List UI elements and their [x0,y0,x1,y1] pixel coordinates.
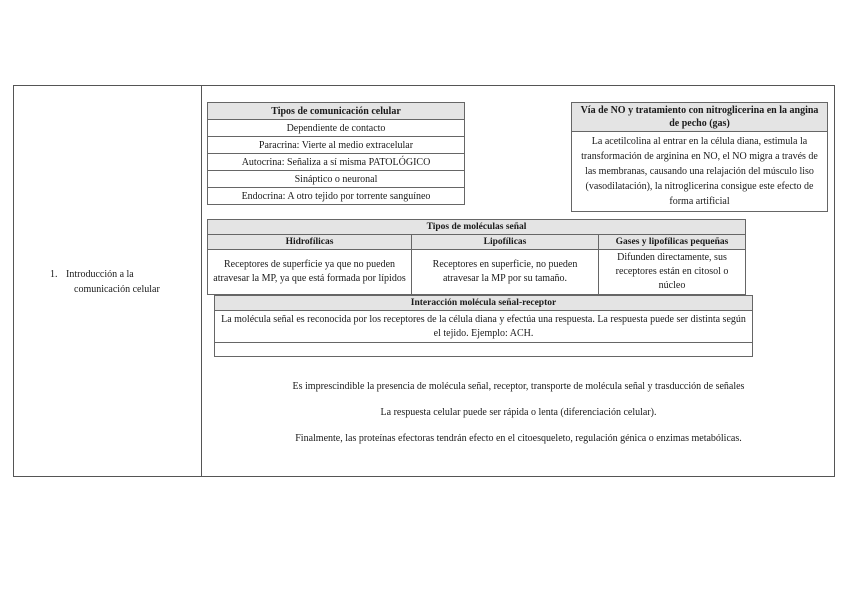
paragraph: La respuesta celular puede ser rápida o lenta (diferenciación celular). [380,407,657,418]
paragraph: Es imprescindible la presencia de molécula señal, receptor, transporte de molécula señal y trasducción de señales [292,381,745,392]
no-pathway-header: Vía de NO y tratamiento con nitroglicerina en la angina de pecho (gas) [572,103,828,132]
communication-types-table [207,102,465,205]
communication-type-row: Sináptico o neuronal [208,171,465,188]
signal-receptor-interaction-table [214,295,753,357]
paragraph: Finalmente, las proteínas efectoras tendrán efecto en el citoesqueleto, regulación génica o enzimas metabólicas. [295,433,742,444]
gases-cell: Difunden directamente, sus receptores están en citosol o núcleo [599,250,746,295]
communication-type-row: Paracrina: Vierte al medio extracelular [208,137,465,154]
no-pathway-body: La acetilcolina al entrar en la célula diana, estimula la transformación de arginina en NO, el NO migra a través de las membranas, causando una relajación del músculo liso (vasodilatación), la nitroglicerina consigue este efecto de forma artificial [572,132,828,212]
communication-types-header: Tipos de comunicación celular [208,103,465,120]
interaction-header: Interacción molécula señal-receptor [215,296,753,311]
interaction-body: La molécula señal es reconocida por los receptores de la célula diana y efectúa una respuesta. La respuesta puede ser distinta según el tejido. Ejemplo: ACH. [215,311,753,343]
section-title-line1: Introducción a la [66,269,134,280]
column-header-gases: Gases y lipofílicas pequeñas [599,235,746,250]
no-pathway-table [571,102,828,212]
section-label [50,267,186,297]
communication-type-row: Autocrina: Señaliza a sí misma PATOLÓGICO [208,154,465,171]
column-header-lipophilic: Lipofílicas [412,235,599,250]
signal-molecule-types-header: Tipos de moléculas señal [208,220,746,235]
hydrophilic-cell: Receptores de superficie ya que no pueden atravesar la MP, ya que está formada por lípidos [208,250,412,295]
communication-type-row: Dependiente de contacto [208,120,465,137]
lipophilic-cell: Receptores en superficie, no pueden atravesar la MP por su tamaño. [412,250,599,295]
signal-molecule-types-table [207,219,746,295]
communication-type-row: Endocrina: A otro tejido por torrente sanguíneo [208,188,465,205]
column-divider [201,85,202,477]
column-header-hydrophilic: Hidrofílicas [208,235,412,250]
interaction-empty-row [215,343,753,357]
section-number: 1. [50,269,58,280]
section-title-line2: comunicación celular [74,284,160,295]
